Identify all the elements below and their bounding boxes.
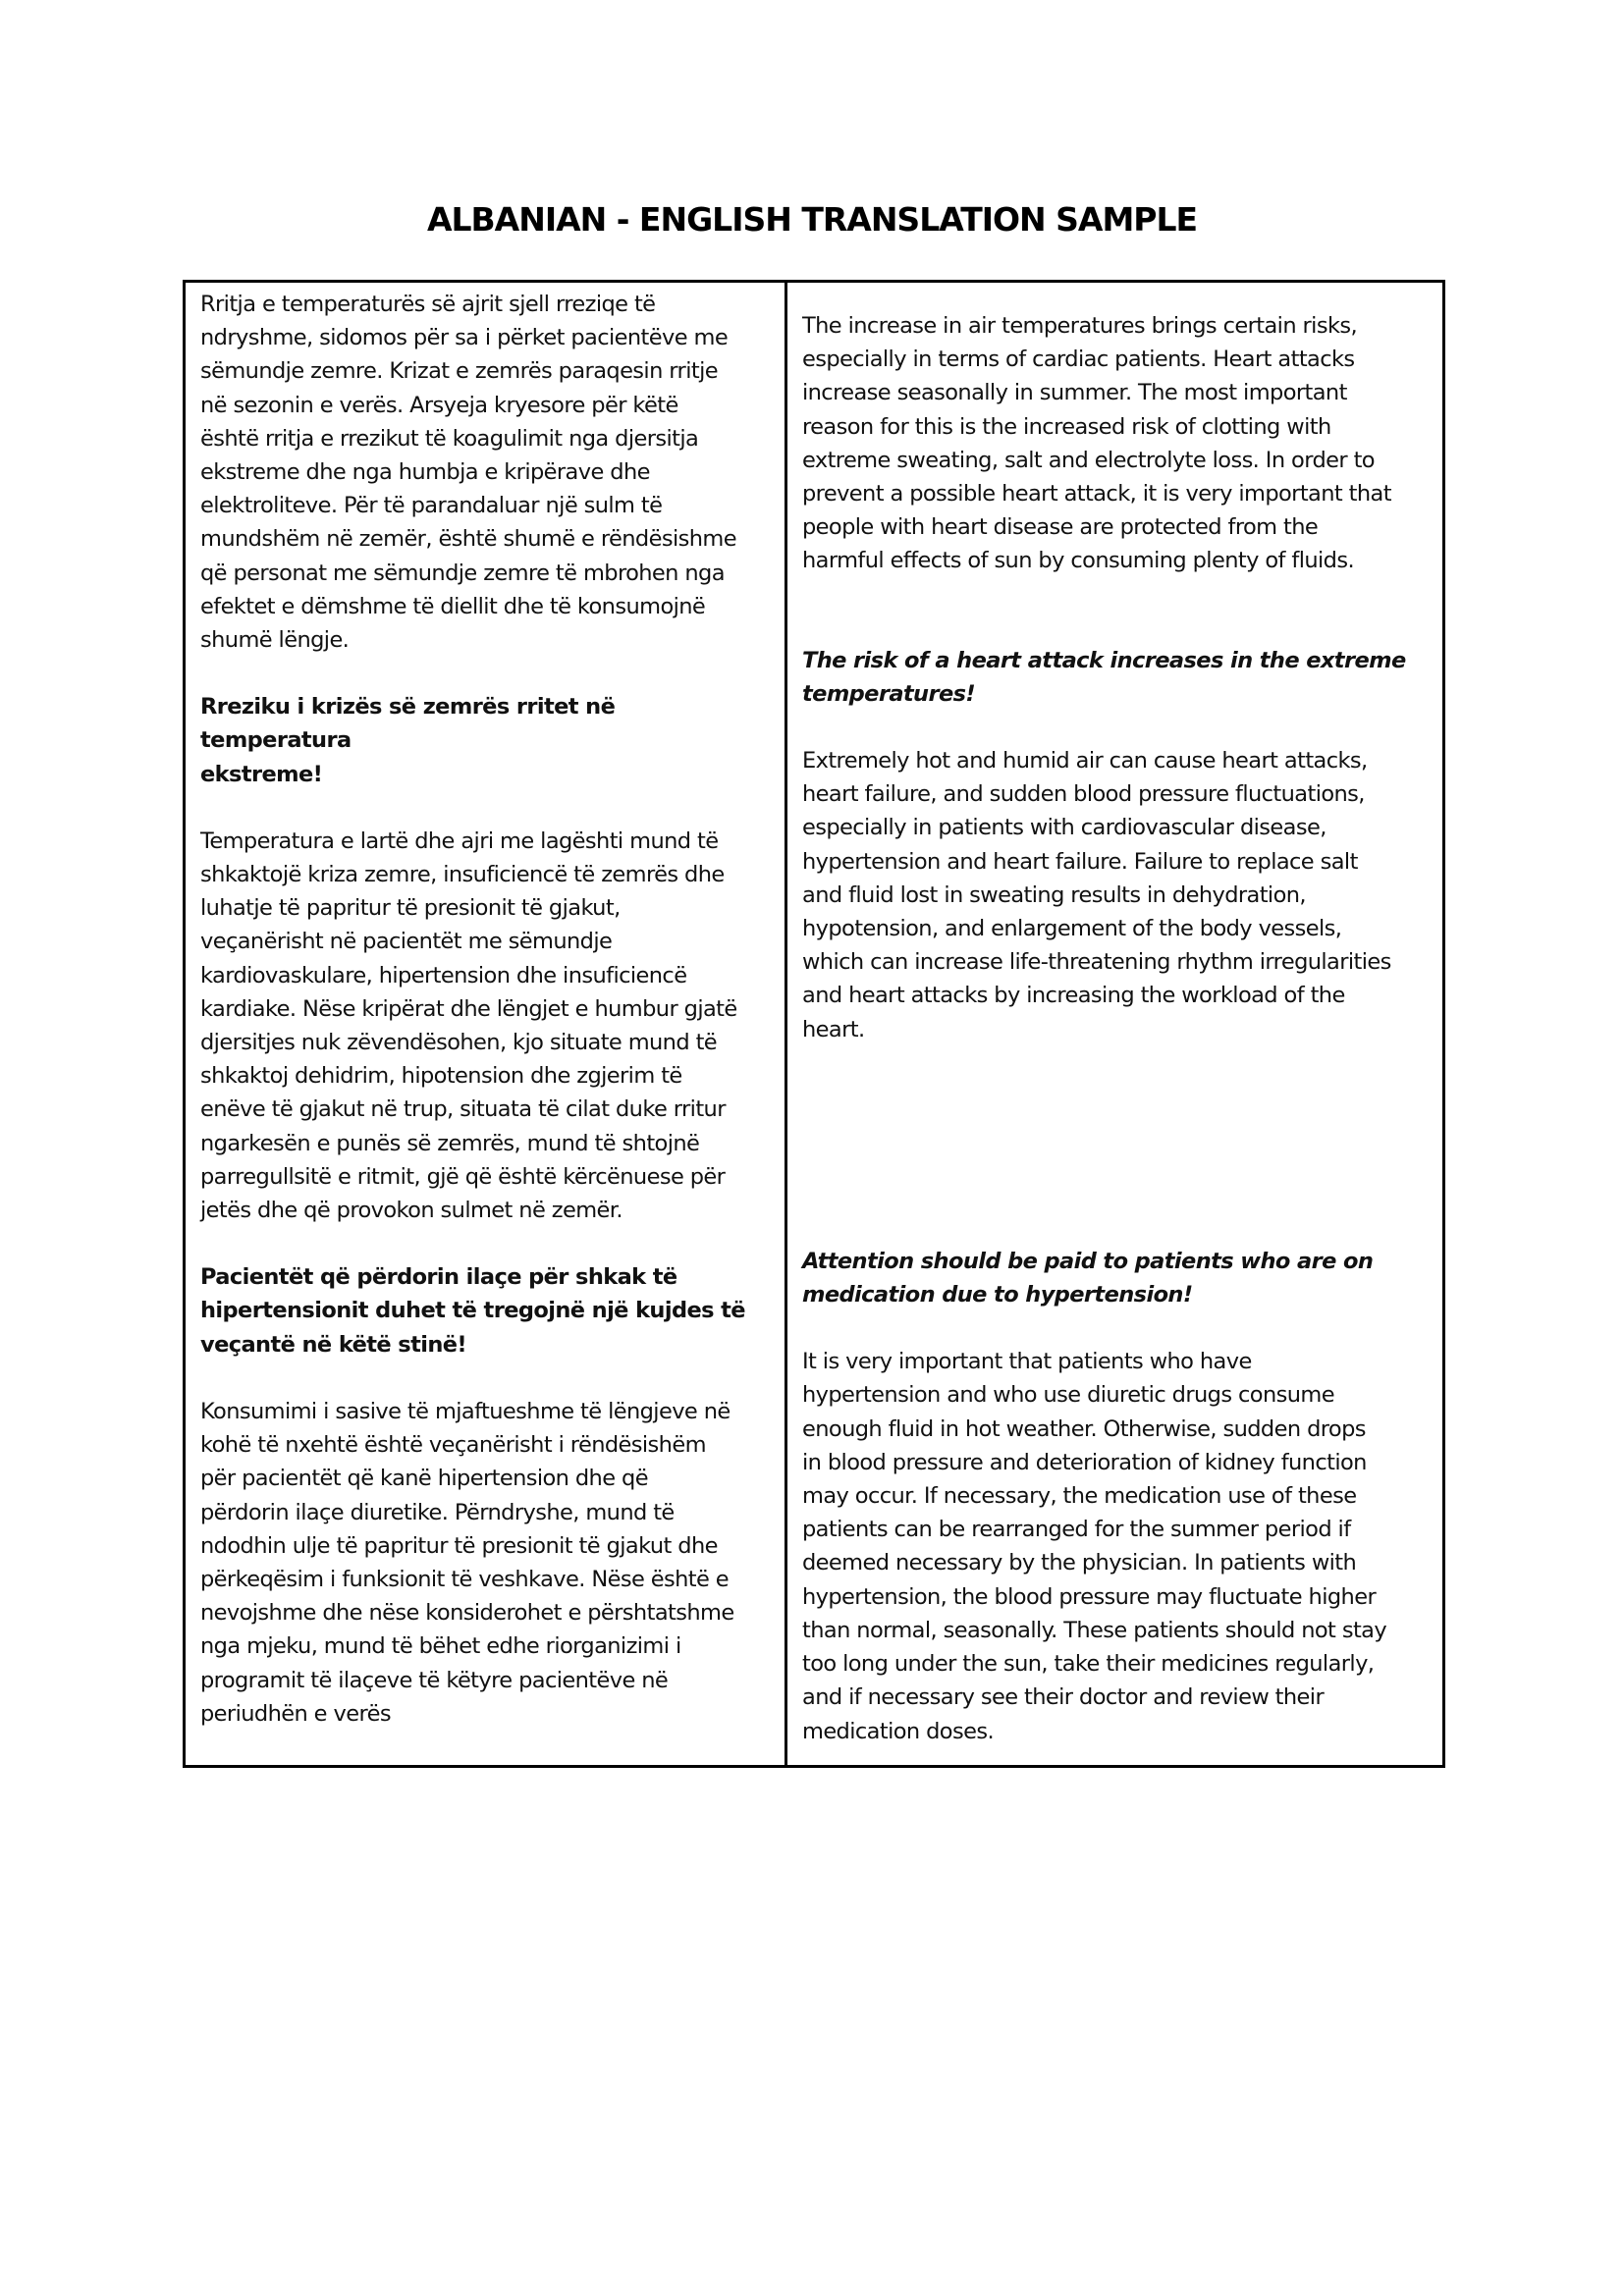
english-paragraph-1: The increase in air temperatures brings certain risks, especially in terms of cardiac patients. Heart attacks increase seasonally in summer. The most important reason for this is the increased risk of clotting with extreme sweating, salt and electrolyte loss. In order to prevent a possible heart attack, it is very important that people with heart disease are protected from the harmful effects of sun by consuming plenty of fluids. [802,313,1391,574]
albanian-paragraph-2: Temperatura e lartë dhe ajri me lagështi mund të shkaktojë kriza zemre, insuficiencë të zemrës dhe luhatje të papritur të presionit të gjakut, veçanërisht në pacientët me sëmundje kardiovaskulare, hipertension dhe insuficiencë kardiake. Nëse kripërat dhe lëngjet e humbur gjatë djersitjes nuk zëvendësohen, kjo situate mund të shkaktoj dehidrim, hipotension dhe zgjerim të enëve të gjakut në trup, situata të cilat duke rritur ngarkesën e punës së zemrës, mund të shtojnë parregullsitë e ritmit, gjë që është kërcënuese për jetës dhe që provokon sulmet në zemër. [200,828,737,1224]
albanian-heading-2: Pacientët që përdorin ilaçe për shkak të hipertensionit duhet të tregojnë një kujdes të veçantë në këtë stinë! [200,1264,745,1358]
english-paragraph-3: It is very important that patients who have hypertension and who use diuretic drugs consume enough fluid in hot weather. Otherwise, sudden drops in blood pressure and deterioration of kidney function may occur. If necessary, the medication use of these patients can be rearranged for the summer period if deemed necessary by the physician. In patients with hypertension, the blood pressure may fluctuate higher than normal, seasonally. These patients should not stay too long under the sun, take their medicines regularly, and if necessary see their doctor and review their medication doses. [802,1349,1387,1744]
english-heading-2: Attention should be paid to patients who are on medication due to hypertension! [802,1248,1374,1308]
translation-table [183,280,1445,1768]
albanian-paragraph-1: Rritja e temperaturës së ajrit sjell rreziqe të ndryshme, sidomos për sa i përket pacientëve me sëmundje zemre. Krizat e zemrës paraqesin rritje në sezonin e verës. Arsyeja kryesore për këtë është rritja e rrezikut të koagulimit nga djersitja ekstreme dhe nga humbja e kripërave dhe elektroliteve. Për të parandaluar një sulm të mundshëm në zemër, është shumë e rëndësishme që personat me sëmundje zemre të mbrohen nga efektet e dëmshme të diellit dhe të konsumojnë shumë lëngje. [200,292,736,654]
albanian-column [186,283,787,1765]
english-heading-1: The risk of a heart attack increases in the extreme temperatures! [802,647,1406,707]
albanian-paragraph-3: Konsumimi i sasive të mjaftueshme të lëngjeve në kohë të nxehtë është veçanërisht i rëndësishëm për pacientët që kanë hipertension dhe që përdorin ilaçe diuretike. Përndryshe, mund të ndodhin ulje të papritur të presionit të gjakut dhe përkeqësim i funksionit të veshkave. Nëse është e nevojshme dhe nëse konsiderohet e përshtatshme nga mjeku, mund të bëhet edhe riorganizimi i programit të ilaçeve të këtyre pacientëve në periudhën e verës [200,1398,734,1727]
albanian-heading-1: Rreziku i krizës së zemrës rritet në temperatura ekstreme! [200,694,616,787]
page-title: ALBANIAN - ENGLISH TRANSLATION SAMPLE [426,200,1198,239]
english-column [787,283,1442,1765]
english-paragraph-2: Extremely hot and humid air can cause heart attacks, heart failure, and sudden blood pressure fluctuations, especially in patients with cardiovascular disease, hypertension and heart failure. Failure to replace salt and fluid lost in sweating results in dehydration, hypotension, and enlargement of the body vessels, which can increase life-threatening rhythm irregularities and heart attacks by increasing the workload of the heart. [802,748,1391,1042]
